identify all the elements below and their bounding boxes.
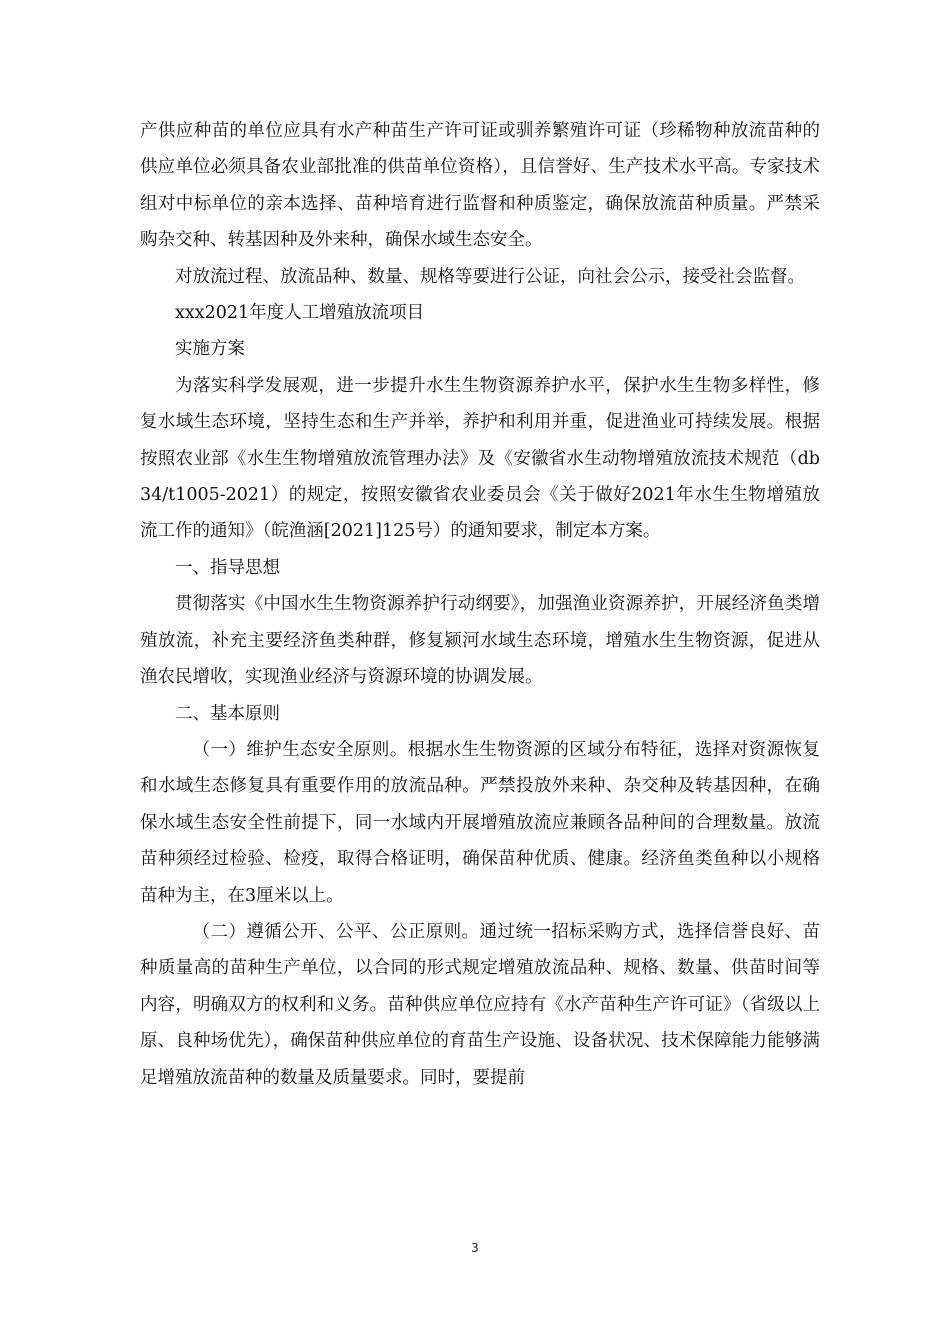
paragraph-principle-fairness: （二）遵循公开、公平、公正原则。通过统一招标采购方式，选择信誉良好、苗种质量高的苗种生产单位，以合同的形式规定增殖放流品种、规格、数量、供苗时间等内容，明确双方的权利和义务。苗种供应单位应持有《水产苗种生产许可证》（省级以上原、良种场优先），确保苗种供应单位的育苗生产设施、设备状况、技术保障能力能够满足增殖放流苗种的数量及质量要求。同时，要提前 <box>140 921 820 1088</box>
plan-title: 实施方案 <box>175 339 245 360</box>
paragraph-continuation: 产供应种苗的单位应具有水产种苗生产许可证或驯养繁殖许可证（珍稀物种放流苗种的供应单位必须具备农业部批准的供苗单位资格），且信誉好、生产技术水平高。专家技术组对中标单位的亲本选择、苗种培育进行监督和种质鉴定，确保放流苗种质量。严禁采购杂交种、转基因种及外来种，确保水域生态安全。 <box>140 121 820 251</box>
paragraph-notarization: 对放流过程、放流品种、数量、规格等要进行公证，向社会公示，接受社会监督。 <box>175 266 805 287</box>
section-heading-basic-principles: 二、基本原则 <box>175 703 280 724</box>
page-number: 3 <box>471 1241 479 1255</box>
paragraph-guiding-ideology: 贯彻落实《中国水生生物资源养护行动纲要》，加强渔业资源养护，开展经济鱼类增殖放流，补充主要经济鱼类种群，修复颍河水域生态环境，增殖水生生物资源，促进从渔农民增收，实现渔业经济与资源环境的协调发展。 <box>140 594 820 688</box>
project-title: xxx2021年度人工增殖放流项目 <box>175 303 425 324</box>
paragraph-introduction: 为落实科学发展观，进一步提升水生生物资源养护水平，保护水生生物多样性，修复水域生态环境，坚持生态和生产并举，养护和利用并重，促进渔业可持续发展。根据按照农业部《水生生物增殖放流管理办法》及《安徽省水生动物增殖放流技术规范（db34/t1005-2021）的规定，按照安徽省农业委员会《关于做好2021年水生生物增殖放流工作的通知》（皖渔涵[2021]125号）的通知要求，制定本方案。 <box>140 375 820 542</box>
page-body <box>140 113 820 1096</box>
paragraph-principle-ecological-safety: （一）维护生态安全原则。根据水生生物资源的区域分布特征，选择对资源恢复和水域生态修复具有重要作用的放流品种。严禁投放外来种、杂交种及转基因种，在确保水域生态安全性前提下，同一水域内开展增殖放流应兼顾各品种间的合理数量。放流苗种须经过检验、检疫，取得合格证明，确保苗种优质、健康。经济鱼类鱼种以小规格苗种为主，在3厘米以上。 <box>140 739 820 906</box>
section-heading-guiding-ideology: 一、指导思想 <box>175 557 280 578</box>
